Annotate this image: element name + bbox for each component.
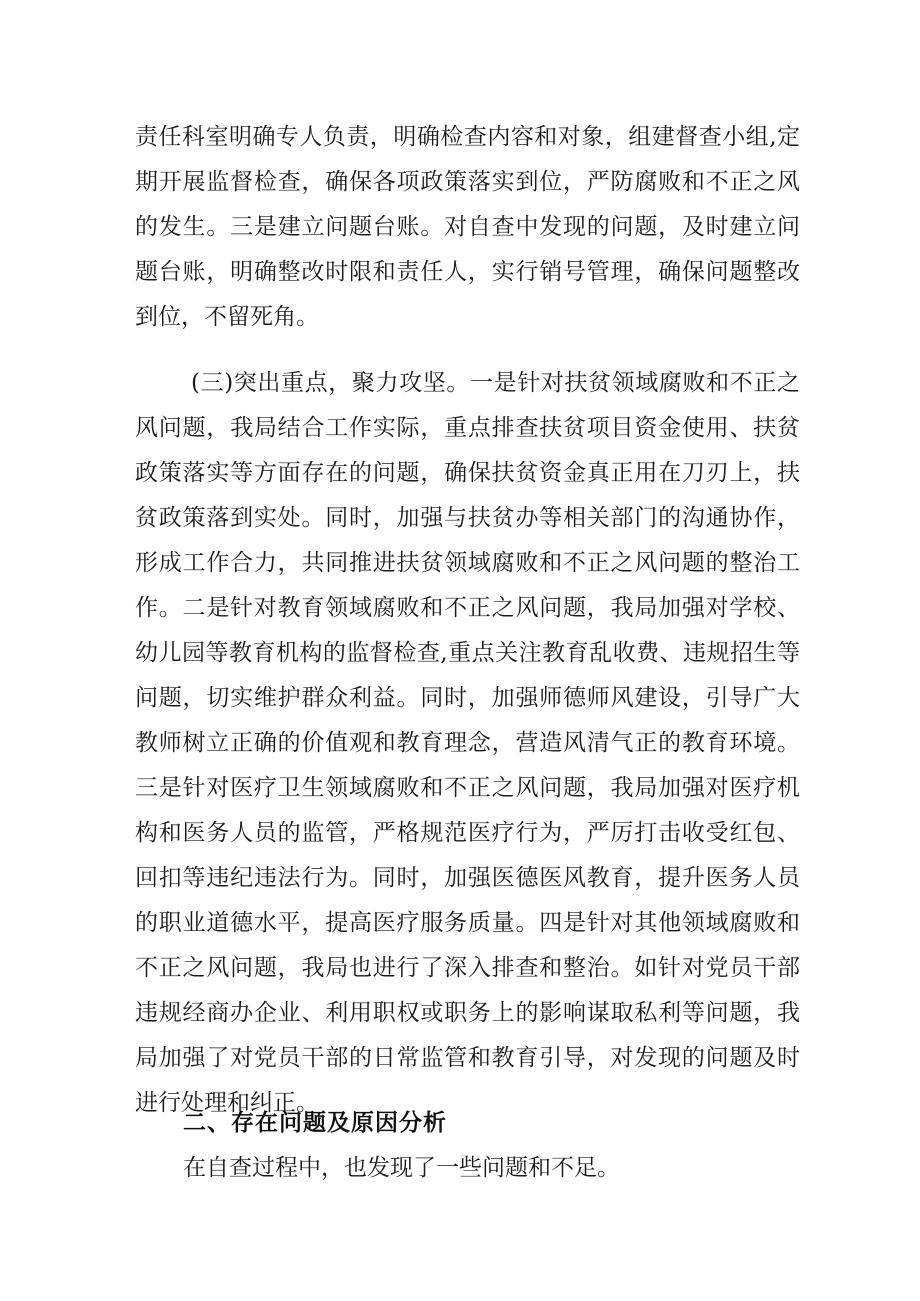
paragraph-focus-areas: (三)突出重点，聚力攻坚。一是针对扶贫领域腐败和不正之风问题，我局结合工作实际，重点排查扶贫项目资金使用、扶贫政策落实等方面存在的问题，确保扶贫资金真正用在刀刃上，扶贫政策落到实处。同时，加强与扶贫办等相关部门的沟通协作，形成工作合力，共同推进扶贫领域腐败和不正之风问题的整治工作。二是针对教育领域腐败和不正之风问题，我局加强对学校、幼儿园等教育机构的监督检查,重点关注教育乱收费、违规招生等问题，切实维护群众利益。同时，加强师德师风建设，引导广大教师树立正确的价值观和教育理念，营造风清气正的教育环境。三是针对医疗卫生领域腐败和不正之风问题，我局加强对医疗机构和医务人员的监管，严格规范医疗行为，严厉打击收受红包、回扣等违纪违法行为。同时，加强医德医风教育，提升医务人员的职业道德水平，提高医疗服务质量。四是针对其他领域腐败和不正之风问题，我局也进行了深入排查和整治。如针对党员干部违规经商办企业、利用职权或职务上的影响谋取私利等问题，我局加强了对党员干部的日常监管和教育引导，对发现的问题及时进行处理和纠正。 xyxy=(135,370,800,1116)
paragraph-continuation: 责任科室明确专人负责，明确检查内容和对象，组建督查小组,定期开展监督检查，确保各项政策落实到位，严防腐败和不正之风的发生。三是建立问题台账。对自查中发现的问题，及时建立问题台账，明确整改时限和责任人，实行销号管理，确保问题整改到位，不留死角。 xyxy=(135,124,800,330)
paragraph-intro: 在自查过程中，也发现了一些问题和不足。 xyxy=(183,1155,620,1181)
section-heading: 二、存在问题及原因分析 xyxy=(183,1110,447,1136)
